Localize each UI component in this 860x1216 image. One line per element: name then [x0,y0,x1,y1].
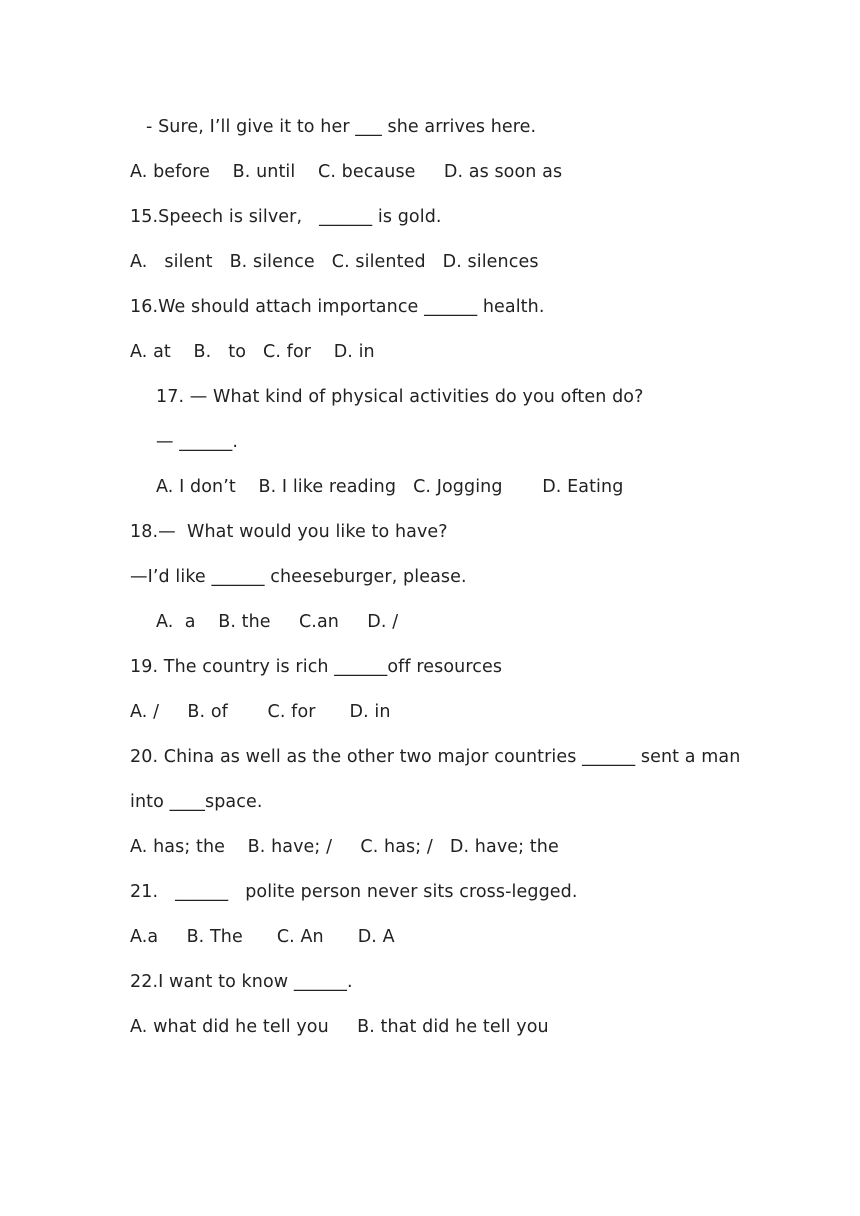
question-17-stem: 17. — What kind of physical activities do you often do? [156,387,644,407]
question-18-response: —I’d like ______ cheeseburger, please. [130,567,467,587]
question-16-stem: 16.We should attach importance ______ health. [130,297,545,317]
question-18-stem: 18.— What would you like to have? [130,522,448,542]
question-22-options: A. what did he tell you B. that did he tell you [130,1017,549,1037]
question-15-stem: 15.Speech is silver, ______ is gold. [130,207,442,227]
question-19-options: A. / B. of C. for D. in [130,702,391,722]
question-17-response: — ______. [156,432,239,452]
question-16-options: A. at B. to C. for D. in [130,342,375,362]
question-20-stem-continued: into ____space. [130,792,263,812]
question-20-stem: 20. China as well as the other two major countries ______ sent a man [130,747,741,767]
question-19-stem: 19. The country is rich ______off resources [130,657,503,677]
question-15-options: A. silent B. silence C. silented D. silences [130,252,539,272]
question-18-options: A. a B. the C.an D. / [156,612,399,632]
question-21-options: A.a B. The C. An D. A [130,927,395,947]
question-14-answer-line: - Sure, I’ll give it to her ___ she arrives here. [146,117,537,137]
question-21-stem: 21. ______ polite person never sits cross-legged. [130,882,578,902]
question-14-options: A. before B. until C. because D. as soon as [130,162,563,182]
question-20-options: A. has; the B. have; / C. has; / D. have; the [130,837,559,857]
question-22-stem: 22.I want to know ______. [130,972,353,992]
question-17-options: A. I don’t B. I like reading C. Jogging D. Eating [156,477,624,497]
